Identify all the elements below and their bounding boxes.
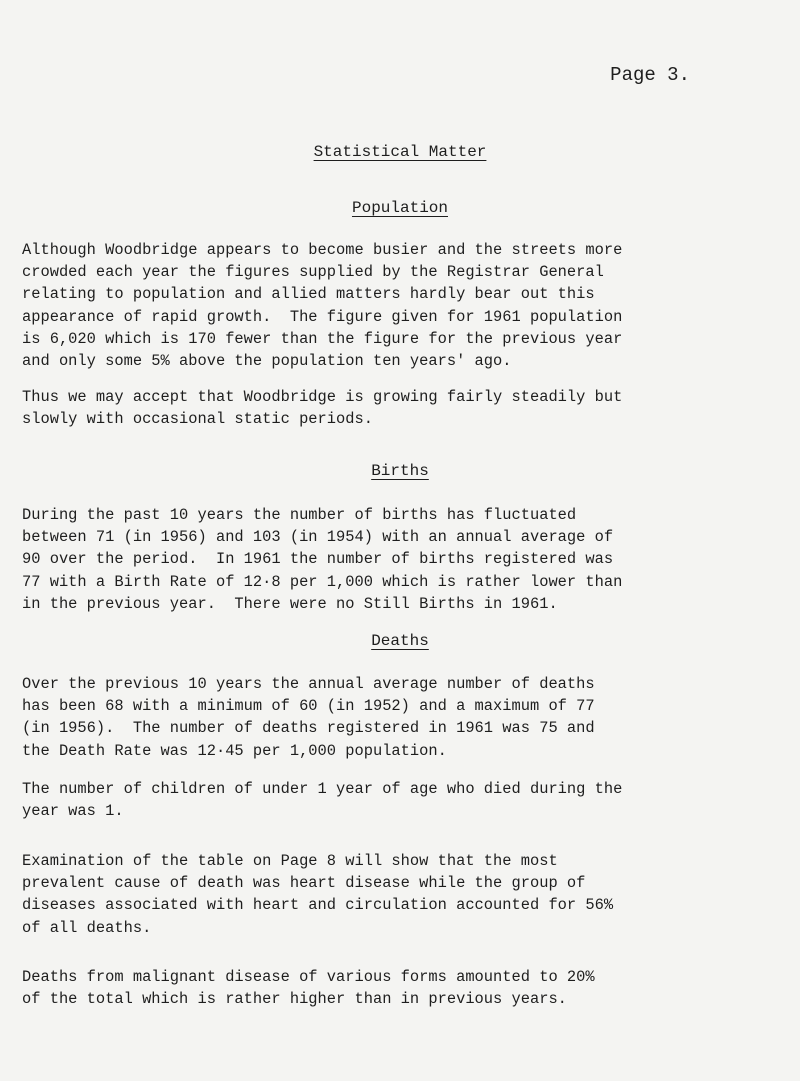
section-heading-births: Births <box>371 462 429 480</box>
births-paragraph-1: During the past 10 years the number of births has fluctuated between 71 (in 1956) and 103 (in 1954) with an annual average of 90 over the period. In 1961 the number of births registered was 77 with a Birth Rate of 12·8 per 1,000 which is rather lower than in the previous year. There were no Still Births in 1961. <box>22 506 623 613</box>
page-number: Page 3. <box>610 64 690 86</box>
deaths-paragraph-2: The number of children of under 1 year of age who died during the year was 1. <box>22 780 623 821</box>
population-paragraph-1: Although Woodbridge appears to become busier and the streets more crowded each year the figures supplied by the Registrar General relating to population and allied matters hardly bear out this appearance of rapid growth. The figure given for 1961 population is 6,020 which is 170 fewer than the figure for the previous year and only some 5% above the population ten years' ago. <box>22 241 623 371</box>
deaths-paragraph-1: Over the previous 10 years the annual average number of deaths has been 68 with a minimum of 60 (in 1952) and a maximum of 77 (in 1956). The number of deaths registered in 1961 was 75 and the Death Rate was 12·45 per 1,000 population. <box>22 675 595 760</box>
section-heading-population: Population <box>351 199 448 217</box>
deaths-paragraph-4: Deaths from malignant disease of various forms amounted to 20% of the total which is rather higher than in previous years. <box>22 968 595 1009</box>
deaths-paragraph-3: Examination of the table on Page 8 will show that the most prevalent cause of death was heart disease while the group of diseases associated with heart and circulation accounted for 56% of all deaths. <box>22 852 614 937</box>
population-paragraph-2: Thus we may accept that Woodbridge is growing fairly steadily but slowly with occasional static periods. <box>22 388 623 429</box>
section-heading-deaths: Deaths <box>371 632 429 650</box>
document-title: Statistical Matter <box>313 143 487 161</box>
